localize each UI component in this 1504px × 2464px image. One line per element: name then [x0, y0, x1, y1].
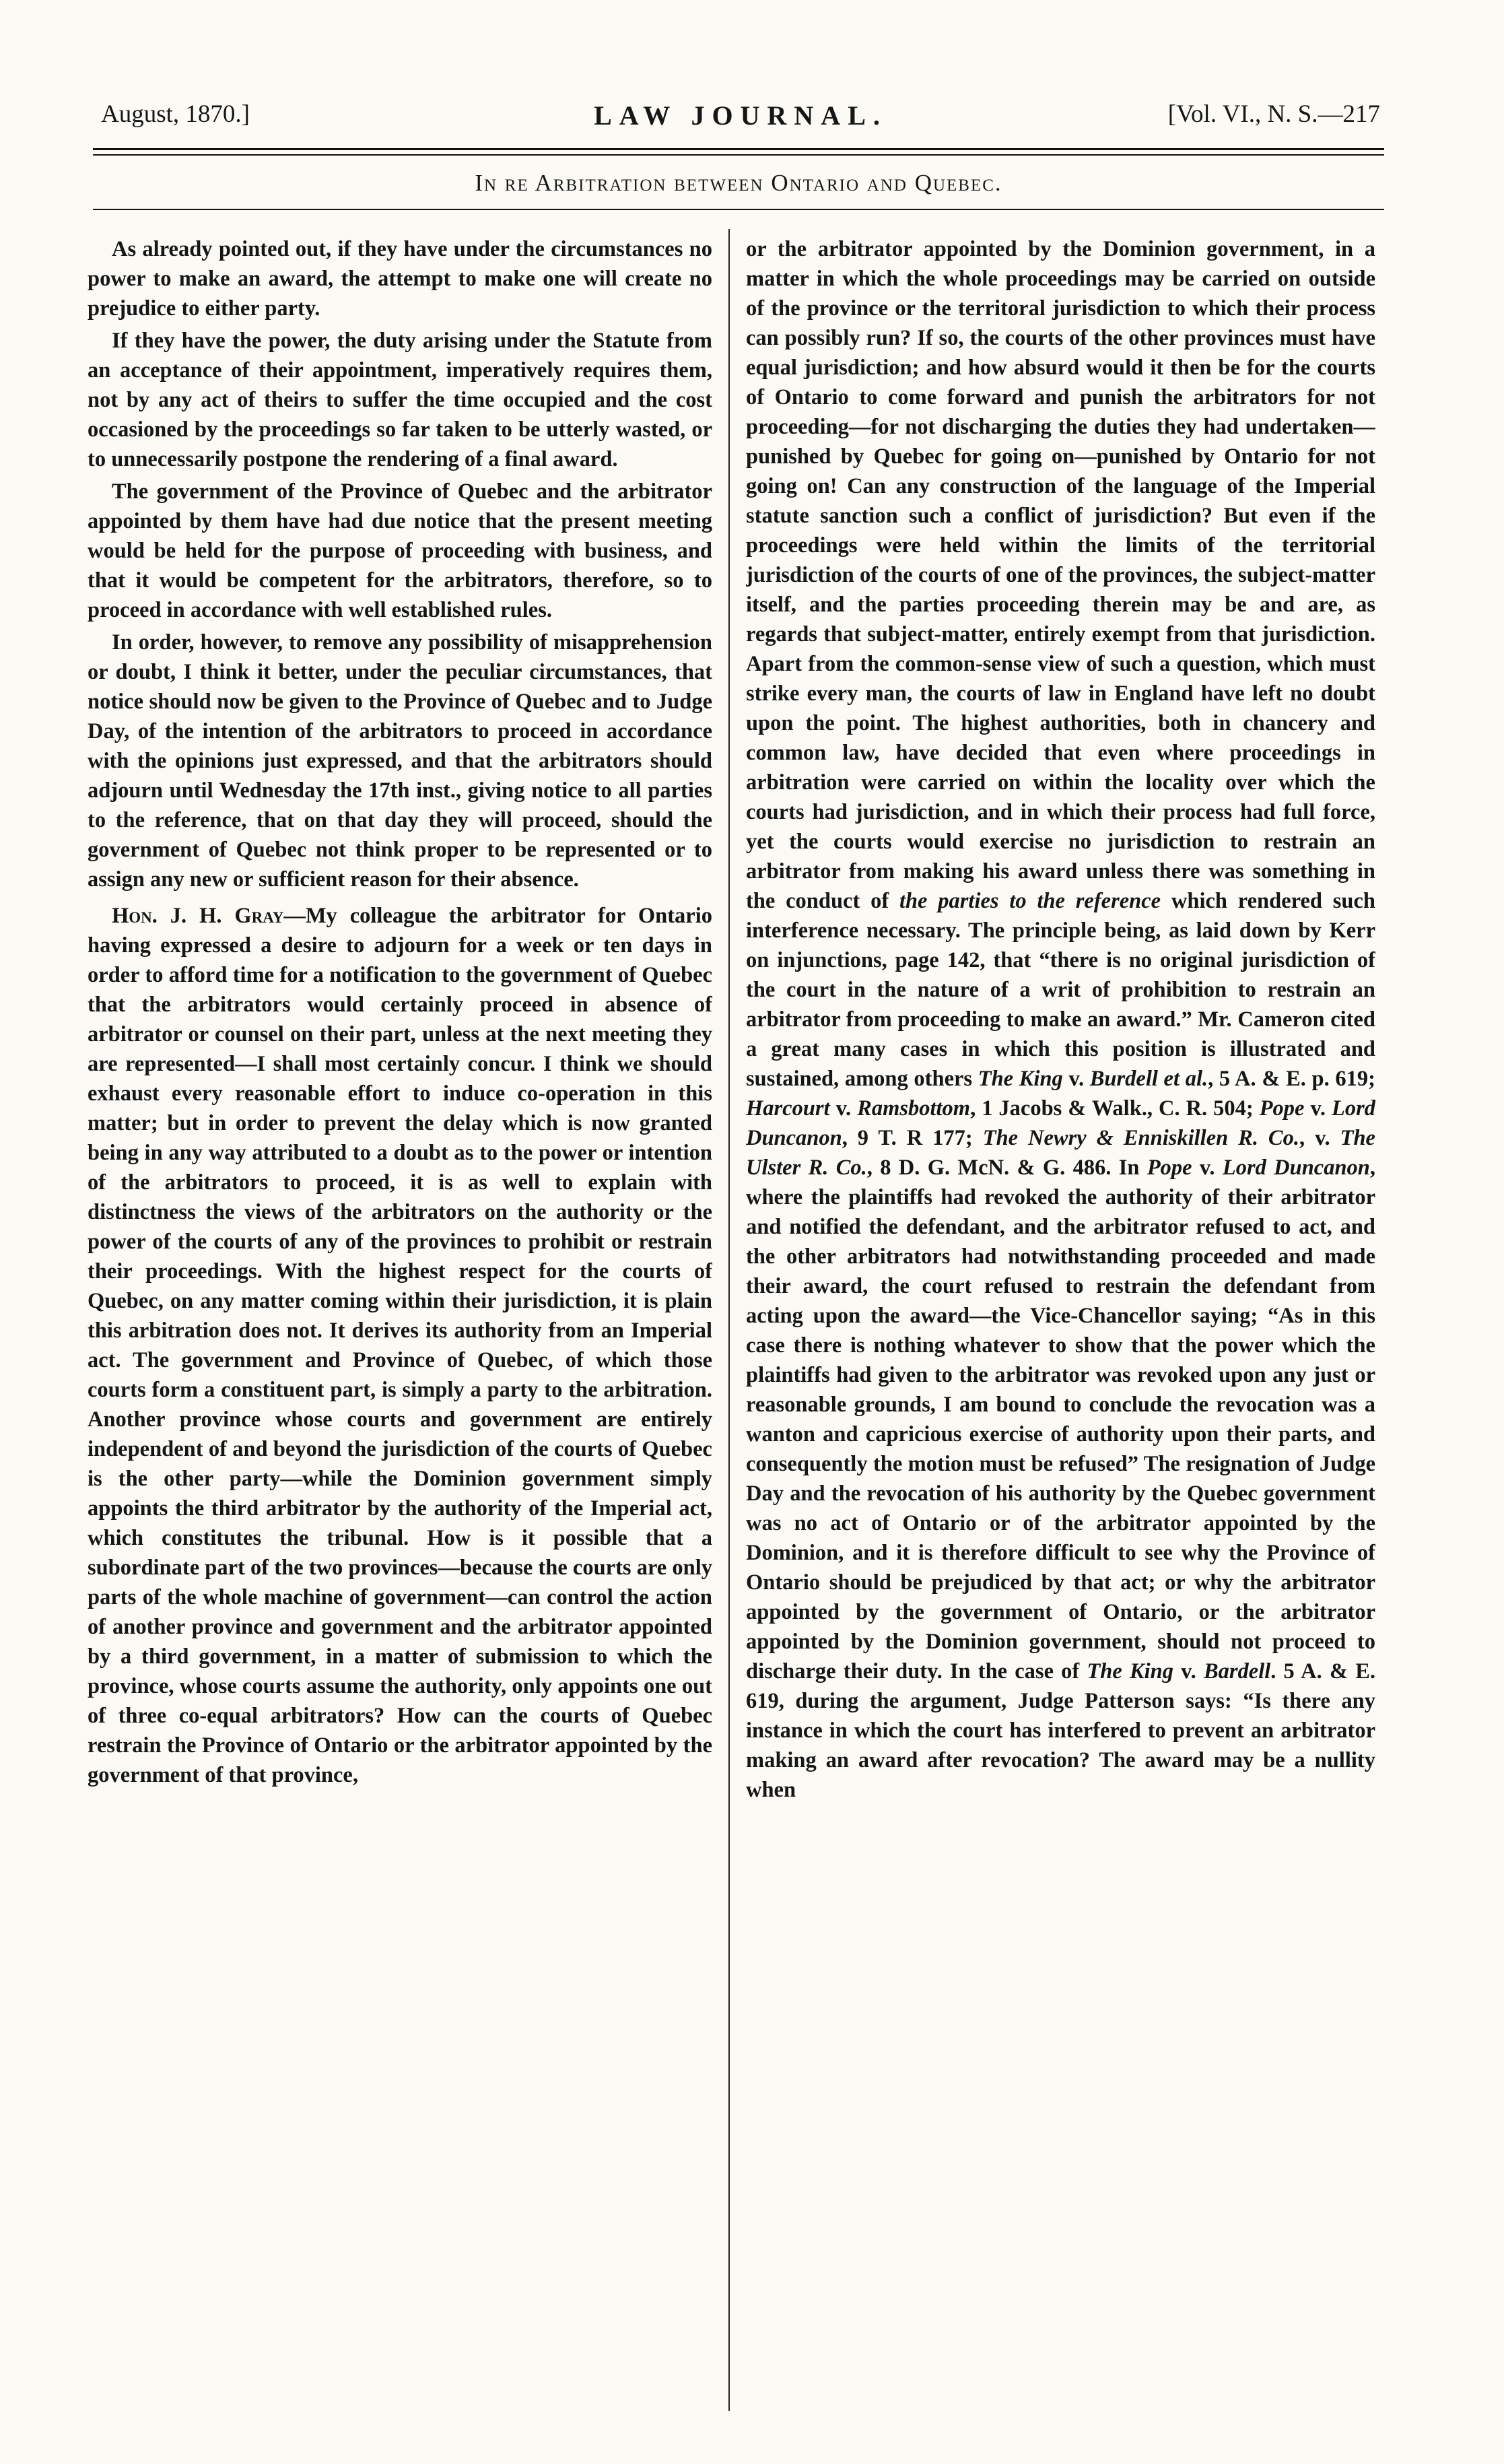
right-column [746, 234, 1375, 2416]
case-name: Pope [1147, 1156, 1192, 1180]
italic-phrase: the parties to the reference [899, 889, 1161, 913]
text-run: or the arbitrator appointed by the Dominion government, in a matter in which the whole proceedings may be carried on outside of the province or the territoral jurisdiction to which their process can possibly run? If so, the courts of the other provinces must have equal jurisdiction; and how absurd would it then be for the courts of Ontario to come forward and punish the arbitrators for not proceeding—for not discharging the duties they had undertaken—punished by Quebec for going on—punished by Ontario for not going on! Can any construction of the language of the Imperial statute sanction such a conflict of jurisdiction? But even if the proceedings were held within the limits of the territorial jurisdiction of the courts of one of the provinces, the subject-matter itself, and the parties proceeding therein may be and are, as regards that subject-matter, entirely exempt from that jurisdiction. Apart from the common-sense view of such a question, which must strike every man, the courts of law in England have left no doubt upon the point. The highest authorities, both in chancery and common law, have decided that even where proceedings in arbitration were carried on within the locality over which the courts had jurisdiction, and in which their process had full force, yet the courts would exercise no jurisdiction to restrain an arbitrator from making his award unless there was something in the conduct of [746, 237, 1375, 913]
paragraph: In order, however, to remove any possibility of misapprehension or doubt, I think it better, under the peculiar circumstances, that notice should now be given to the Province of Quebec and to Judge Day, of the intention of the arbitrators to proceed in accordance with the opinions just expressed, and that the arbitrators should adjourn until Wednesday the 17th inst., giving notice to all parties to the reference, that on that day they will proceed, should the government of Quebec not think proper to be represented or to assign any new or sufficient reason for their absence. [88, 630, 712, 892]
case-name: Harcourt [746, 1096, 830, 1121]
title-rule [93, 209, 1384, 210]
citation: , 9 T. R 177; [842, 1126, 983, 1150]
volume-page-number: [Vol. VI., N. S.—217 [1167, 100, 1380, 128]
case-name: Pope [1259, 1096, 1305, 1121]
issue-date: August, 1870.] [101, 100, 250, 128]
citation: , 8 D. G. McN. & G. 486. In [866, 1156, 1147, 1180]
text-run: v. [1062, 1067, 1090, 1091]
running-header [101, 100, 1380, 140]
text-run: v. [1173, 1659, 1204, 1684]
column-divider [728, 229, 730, 2411]
text-run: . 5 A. & E. 619, during the argument, Judge Patterson says: “Is there any instance in which the court has interfered to prevent an arbitrator making an award after revocation? The award may be a nullity when [746, 1659, 1375, 1802]
text-run: , v. [1299, 1126, 1340, 1150]
case-name: The Newry & Enniskillen R. Co. [982, 1126, 1299, 1150]
paragraph: As already pointed out, if they have under the circumstances no power to make an award, the attempt to make one will create no prejudice to either party. [88, 237, 712, 321]
citation: , 1 Jacobs & Walk., C. R. 504; [970, 1096, 1260, 1121]
speaker-paragraph [88, 901, 712, 1790]
journal-title: LAW JOURNAL. [594, 100, 887, 131]
text-run: v. [829, 1096, 858, 1121]
speaker-name: Hon. J. H. Gray [112, 904, 284, 928]
text-run: v. [1192, 1156, 1223, 1180]
case-name: Lord Duncanon [746, 1096, 1375, 1150]
paragraph: If they have the power, the duty arising under the Statute from an acceptance of their appointment, imperatively requires them, not by any act of theirs to suffer the time occupied and the cost occasioned by the proceedings so far taken to be utterly wasted, or to unnecessarily postpone the rendering of a final award. [88, 329, 712, 471]
paragraph [746, 234, 1375, 1805]
section-title: In re Arbitration between Ontario and Quebec. [475, 170, 1002, 196]
case-name: The Ulster R. Co. [746, 1126, 1375, 1180]
citation: , 5 A. & E. p. 619; [1208, 1067, 1375, 1091]
text-run: which rendered such interference necessary. The principle being, as laid down by Kerr on injunctions, page 142, that “there is no original jurisdiction of the court in the nature of a writ of prohibition to restrain an arbitrator from proceeding to make an award.” Mr. Cameron cited a great many cases in which this position is illustrated and sustained, among others [746, 889, 1375, 1091]
speech-text: —My colleague the arbitrator for Ontario having expressed a desire to adjourn for a week or ten days in order to afford time for a notification to the government of Quebec that the arbitrators would certainly proceed in absence of arbitrator or counsel on their part, unless at the next meeting they are represented—I shall most certainly concur. I think we should exhaust every reasonable effort to induce co-operation in this matter; but in order to prevent the delay which is now granted being in any way attributed to a doubt as to the power or intention of the arbitrators to proceed, it is as well to explain with distinctness the views of the arbitrators on the authority or the power of the courts of any of the provinces to prohibit or restrain their proceedings. With the highest respect for the courts of Quebec, on any matter coming within their jurisdiction, it is plain this arbitration does not. It derives its authority from an Imperial act. The government and Province of Quebec, of which those courts form a constituent part, is simply a party to the arbitration. Another province whose courts and government are entirely independent of and beyond the jurisdiction of the courts of Quebec is the other party—while the Dominion government simply appoints the third arbitrator by the authority of the Imperial act, which constitutes the tribunal. How is it possible that a subordinate part of the two provinces—because the courts are only parts of the whole machine of government—can control the action of another province and government and the arbitrator appointed by a third government, in a matter of submission to which the province, whose courts assume the authority, only appoints one out of three co-equal arbitrators? How can the courts of Quebec restrain the Province of Ontario or the arbitrator appointed by the government of that province, [88, 904, 712, 1787]
case-name: The King [1087, 1659, 1173, 1684]
case-name: Burdell et al. [1089, 1067, 1208, 1091]
text-run: v. [1304, 1096, 1332, 1121]
left-column [88, 234, 712, 2416]
case-name: The King [978, 1067, 1063, 1091]
case-name: Ramsbottom [857, 1096, 971, 1121]
header-double-rule [93, 148, 1384, 156]
case-name: Bardell [1203, 1659, 1271, 1684]
text-run: , where the plaintiffs had revoked the authority of their arbitrator and notified the defendant, and the arbitrator refused to act, and the other arbitrators had notwithstanding proceeded and made their award, the court refused to restrain the defendant from acting upon the award—the Vice-Chancellor saying; “As in this case there is nothing whatever to show that the power which the plaintiffs had given to the arbitrator was revoked upon any just or reasonable grounds, I am bound to conclude the revocation was a wanton and capricious exercise of authority upon their parts, and consequently the motion must be refused” The resignation of Judge Day and the revocation of his authority by the Quebec government was no act of Ontario or of the arbitrator appointed by the Dominion, and it is therefore difficult to see why the Province of Ontario should be prejudiced by that act; or why the arbitrator appointed by the government of Ontario, or the arbitrator appointed by the Dominion government, should not proceed to discharge their duty. In the case of [746, 1156, 1375, 1684]
paragraph: The government of the Province of Quebec and the arbitrator appointed by them have had due notice that the present meeting would be held for the purpose of proceeding with business, and that it would be competent for the arbitrators, therefore, so to proceed in accordance with well established rules. [88, 479, 712, 622]
case-name: Lord Duncanon [1222, 1156, 1370, 1180]
